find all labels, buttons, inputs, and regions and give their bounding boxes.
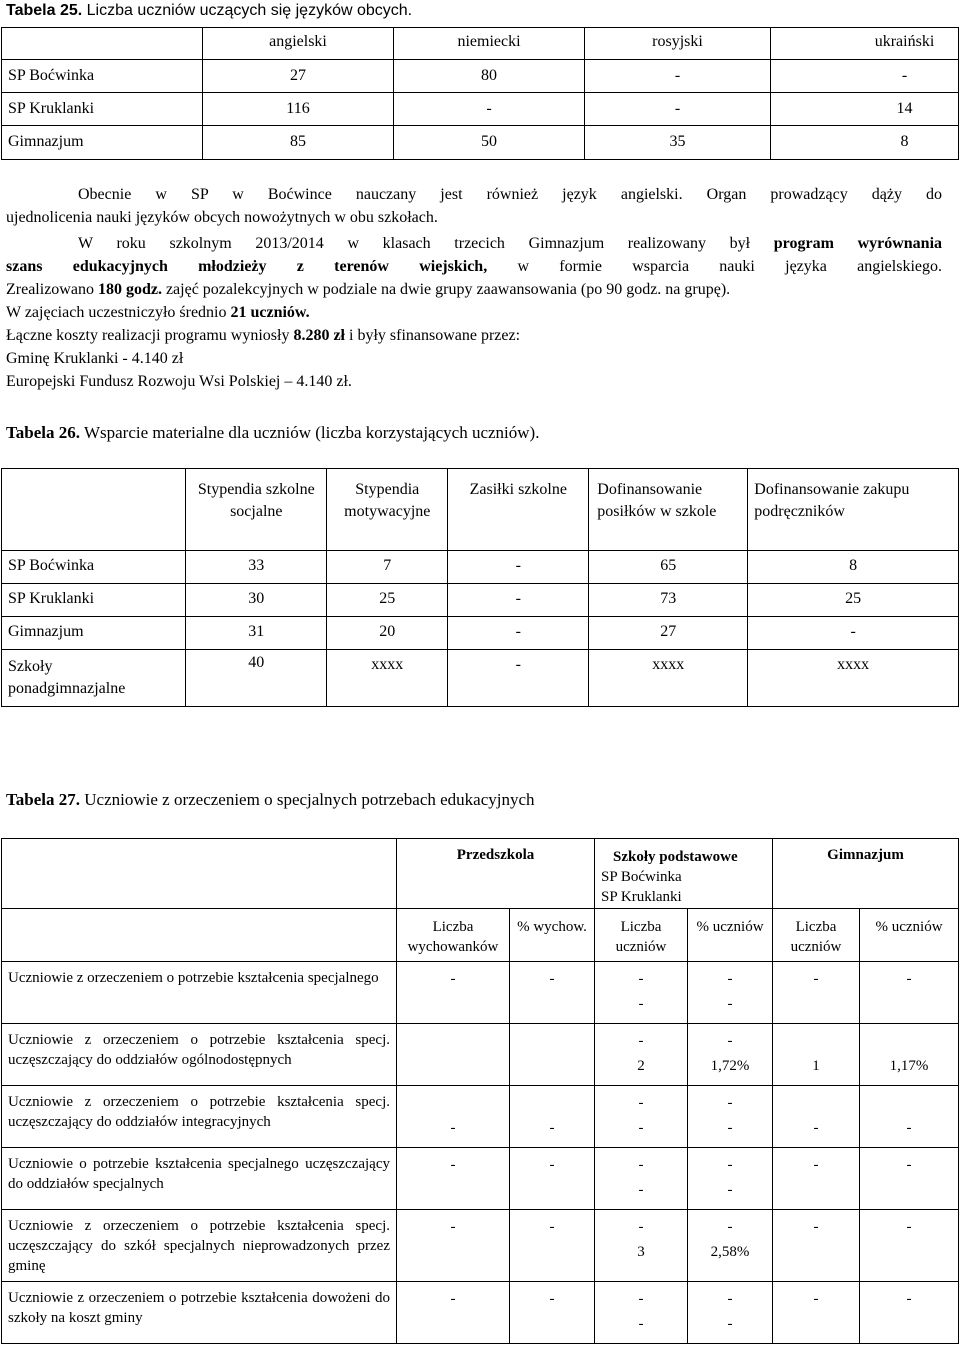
table-26-header: Dofinansowanie zakupu podręczników [748,469,959,551]
table-cell [510,962,595,1024]
table-27-subheader: % uczniów [860,909,959,962]
table-27-row-label: Uczniowie z orzeczeniem o potrzebie kształcenia dowożeni do szkoły na koszt gminy [2,1282,397,1344]
table-row [2,126,959,160]
paragraph-bold: 8.280 zł [293,327,345,344]
table-cell: - [448,584,589,617]
table-26-row-label: SP Boćwinka [2,551,186,584]
table-cell: xxxx [748,650,959,707]
table-27-caption [6,790,535,810]
cell-value-bottom: - [727,1316,733,1332]
cell-value-top: - [638,1033,644,1049]
cell-value-bottom: 3 [637,1244,645,1260]
table-27-subheader: Liczba wychowanków [397,909,510,962]
table-cell: - [748,617,959,650]
cell-value-top: - [450,1157,456,1173]
cell-value-top [397,1086,509,1116]
cell-value-top: - [549,971,555,987]
cell-value-top: - [727,1219,733,1235]
table-row [2,617,959,650]
table-cell [773,962,860,1024]
paragraph-bold: szans edukacyjnych młodzieży z terenów wiejskich, [6,258,488,275]
table-cell: 27 [589,617,748,650]
table-27-label: Tabela 27. [6,790,81,809]
cell-value-top [773,1024,859,1054]
table-25-header: niemiecki [394,28,585,60]
cell-value-top: - [813,1291,819,1307]
cell-value-top: - [450,1291,456,1307]
table-row [2,1086,959,1148]
table-27-group-gimnazjum: Gimnazjum [773,839,959,909]
table-cell: 27 [203,60,394,93]
table-row [2,962,959,1024]
cell-value-top: - [813,971,819,987]
cell-value-bottom: 1,17% [889,1058,929,1074]
table-25-header: rosyjski [585,28,771,60]
paragraph-text: Łączne koszty realizacji programu wyniosły [6,327,290,344]
paragraph-line [6,255,942,278]
table-cell: 80 [394,60,585,93]
table-25-title: Liczba uczniów uczących się języków obcych. [86,2,413,19]
cell-value-bottom: - [638,1182,644,1198]
paragraph-text: W roku szkolnym 2013/2014 w klasach trzecich Gimnazjum realizowany był [78,235,751,252]
cell-value-top: - [727,1291,733,1307]
table-cell [860,1086,959,1148]
paragraph-program [6,232,942,393]
cell-value-top: - [638,1157,644,1173]
cell-value-top: - [549,1219,555,1235]
paragraph-text: i były sfinansowane przez: [349,327,521,344]
table-27 [1,838,959,1344]
table-27-row-label: Uczniowie o potrzebie kształcenia specjalnego uczęszczający do oddziałów specjalnych [2,1148,397,1210]
cell-value-bottom: - [450,1120,456,1136]
paragraph-line: Gminę Kruklanki - 4.140 zł [6,350,184,367]
cell-value-bottom: 1 [812,1058,820,1074]
table-cell: 8 [748,551,959,584]
table-27-group-sub: SP Boćwinka [601,869,682,885]
cell-value-top: - [549,1157,555,1173]
table-row [2,650,959,707]
paragraph-text: W zajęciach uczestniczyło średnio [6,304,227,321]
table-26-row-label: Gimnazjum [2,617,186,650]
table-cell: 50 [394,126,585,160]
table-cell: 25 [748,584,959,617]
table-cell [595,1086,688,1148]
cell-value-top: - [813,1219,819,1235]
table-cell [860,1210,959,1282]
cell-value-top [860,1024,958,1054]
table-27-group-przedszkola: Przedszkola [397,839,595,909]
table-27-subheader: % wychow. [510,909,595,962]
table-cell: 7 [327,551,448,584]
table-cell [773,1086,860,1148]
table-27-row-label: Uczniowie z orzeczeniem o potrzebie kształcenia specj. uczęszczający do oddziałów integracyjnych [2,1086,397,1148]
cell-value-bottom: - [727,1182,733,1198]
table-cell [688,1024,773,1086]
cell-value-top: - [727,1095,733,1111]
table-27-row-label: Uczniowie z orzeczeniem o potrzebie kształcenia specj. uczęszczający do oddziałów ogólnodostępnych [2,1024,397,1086]
table-cell: - [448,551,589,584]
cell-value-bottom: 2,58% [710,1244,750,1260]
cell-value-top [860,1086,958,1116]
table-cell [773,1210,860,1282]
cell-value-top [397,1024,509,1054]
table-cell [397,1148,510,1210]
table-cell [860,1024,959,1086]
paragraph-line: Europejski Fundusz Rozwoju Wsi Polskiej – 4.140 zł. [6,373,352,390]
table-27-subheader-empty [2,909,397,962]
table-cell [510,1210,595,1282]
table-25-header: angielski [203,28,394,60]
cell-value-top: - [727,1033,733,1049]
table-cell [510,1024,595,1086]
table-cell: 20 [327,617,448,650]
table-cell [688,1148,773,1210]
table-25-caption [6,2,412,20]
table-cell [510,1282,595,1344]
table-cell [397,1024,510,1086]
table-26-header: Zasiłki szkolne [448,469,589,551]
cell-value-top [510,1086,594,1116]
cell-value-top [510,1024,594,1054]
table-cell: - [771,60,959,93]
cell-value-top: - [450,971,456,987]
table-cell [595,1148,688,1210]
table-cell [688,1210,773,1282]
cell-value-top: - [727,971,733,987]
table-cell: xxxx [327,650,448,707]
paragraph-bold: 21 uczniów. [230,304,310,321]
table-26-title: Wsparcie materialne dla uczniów (liczba korzystających uczniów). [83,423,540,442]
cell-value-bottom: - [727,1120,733,1136]
table-row [2,93,959,126]
table-26-header: Stypendia motywacyjne [327,469,448,551]
table-row [2,584,959,617]
cell-value-top: - [813,1157,819,1173]
table-cell: - [448,617,589,650]
table-cell [595,1024,688,1086]
table-cell: - [448,650,589,707]
table-25-header-empty [2,28,203,60]
table-27-group-sub: SP Kruklanki [601,889,682,905]
table-cell: 35 [585,126,771,160]
table-26-header-empty [2,469,186,551]
cell-value-top: - [450,1219,456,1235]
table-cell [773,1148,860,1210]
cell-value-top: - [638,1095,644,1111]
table-cell: - [585,60,771,93]
paragraph-text: Zrealizowano [6,281,94,298]
table-27-header-empty [2,839,397,909]
table-cell: - [394,93,585,126]
cell-value-bottom: - [638,1316,644,1332]
table-26 [1,468,959,707]
table-27-group-title: Szkoły podstawowe [613,849,738,865]
paragraph-line [6,278,942,301]
table-row [2,551,959,584]
table-25-label: Tabela 25. [6,2,83,19]
table-cell [688,1086,773,1148]
table-26-header: Dofinansowanie posiłków w szkole [589,469,748,551]
table-25-row-label: SP Kruklanki [2,93,203,126]
table-cell [397,1282,510,1344]
table-row [2,1024,959,1086]
table-cell [510,1148,595,1210]
paragraph-languages [6,183,942,229]
table-27-row-label: Uczniowie z orzeczeniem o potrzebie kształcenia specj. uczęszczający do szkół specjalnych nieprowadzonych przez gminę [2,1210,397,1282]
table-cell [397,962,510,1024]
cell-value-top: - [549,1291,555,1307]
table-cell [510,1086,595,1148]
cell-value-top: - [906,1219,912,1235]
table-cell [773,1024,860,1086]
cell-value-bottom: - [638,1120,644,1136]
table-26-label: Tabela 26. [6,423,81,442]
table-cell [688,1282,773,1344]
table-cell: 31 [186,617,327,650]
paragraph-line: Obecnie w SP w Boćwince nauczany jest również język angielski. Organ prowadzący dąży do [78,186,942,203]
cell-value-top: - [638,1219,644,1235]
paragraph-line [6,301,942,324]
table-cell: 73 [589,584,748,617]
paragraph-bold: program wyrównania [773,235,943,252]
table-25 [1,27,959,160]
table-cell [688,962,773,1024]
cell-value-bottom: - [638,996,644,1012]
table-cell: 8 [771,126,959,160]
table-27-subheader: % uczniów [688,909,773,962]
table-row [2,60,959,93]
paragraph-line: ujednolicenia nauki języków obcych nowożytnych w obu szkołach. [6,209,438,226]
table-cell [397,1086,510,1148]
paragraph-bold: 180 godz. [97,281,162,298]
table-27-row-label: Uczniowie z orzeczeniem o potrzebie kształcenia specjalnego [2,962,397,1024]
cell-value-bottom: 1,72% [710,1058,750,1074]
table-cell: 25 [327,584,448,617]
table-cell: 65 [589,551,748,584]
table-cell [595,1210,688,1282]
table-26-row-label: SP Kruklanki [2,584,186,617]
cell-value-bottom: - [549,1120,555,1136]
table-cell: - [585,93,771,126]
table-cell [595,962,688,1024]
table-27-subheader: Liczba uczniów [773,909,860,962]
table-25-row-label: SP Boćwinka [2,60,203,93]
table-27-subheader: Liczba uczniów [595,909,688,962]
table-cell: xxxx [589,650,748,707]
table-26-row-label: Szkoły ponadgimnazjalne [2,650,186,707]
table-cell: 85 [203,126,394,160]
table-row [2,1210,959,1282]
cell-value-top: - [906,1157,912,1173]
table-cell [860,1148,959,1210]
table-25-row-label: Gimnazjum [2,126,203,160]
table-cell [860,1282,959,1344]
table-cell: 33 [186,551,327,584]
cell-value-top: - [906,1291,912,1307]
cell-value-top: - [638,1291,644,1307]
cell-value-bottom: - [906,1120,912,1136]
table-27-title: Uczniowie z orzeczeniem o specjalnych potrzebach edukacyjnych [84,790,535,809]
table-cell: 116 [203,93,394,126]
table-26-caption [6,423,539,443]
cell-value-bottom: 2 [637,1058,645,1074]
cell-value-top [773,1086,859,1116]
table-26-header: Stypendia szkolne socjalne [186,469,327,551]
table-row [2,1148,959,1210]
table-cell: 30 [186,584,327,617]
table-cell [860,962,959,1024]
table-cell: 14 [771,93,959,126]
table-cell: 40 [186,650,327,707]
table-cell [397,1210,510,1282]
paragraph-text: w formie wsparcia nauki języka angielskiego. [517,258,942,275]
cell-value-bottom: - [727,996,733,1012]
table-cell [595,1282,688,1344]
paragraph-line [6,324,942,347]
cell-value-top: - [906,971,912,987]
table-cell [773,1282,860,1344]
table-27-group-szkoly [595,839,773,909]
table-25-header: ukraiński [771,28,959,60]
table-row [2,1282,959,1344]
cell-value-top: - [727,1157,733,1173]
cell-value-top: - [638,971,644,987]
paragraph-text: zajęć pozalekcyjnych w podziale na dwie grupy zaawansowania (po 90 godz. na grupę). [165,281,731,298]
paragraph-line [6,232,942,255]
cell-value-bottom: - [813,1120,819,1136]
